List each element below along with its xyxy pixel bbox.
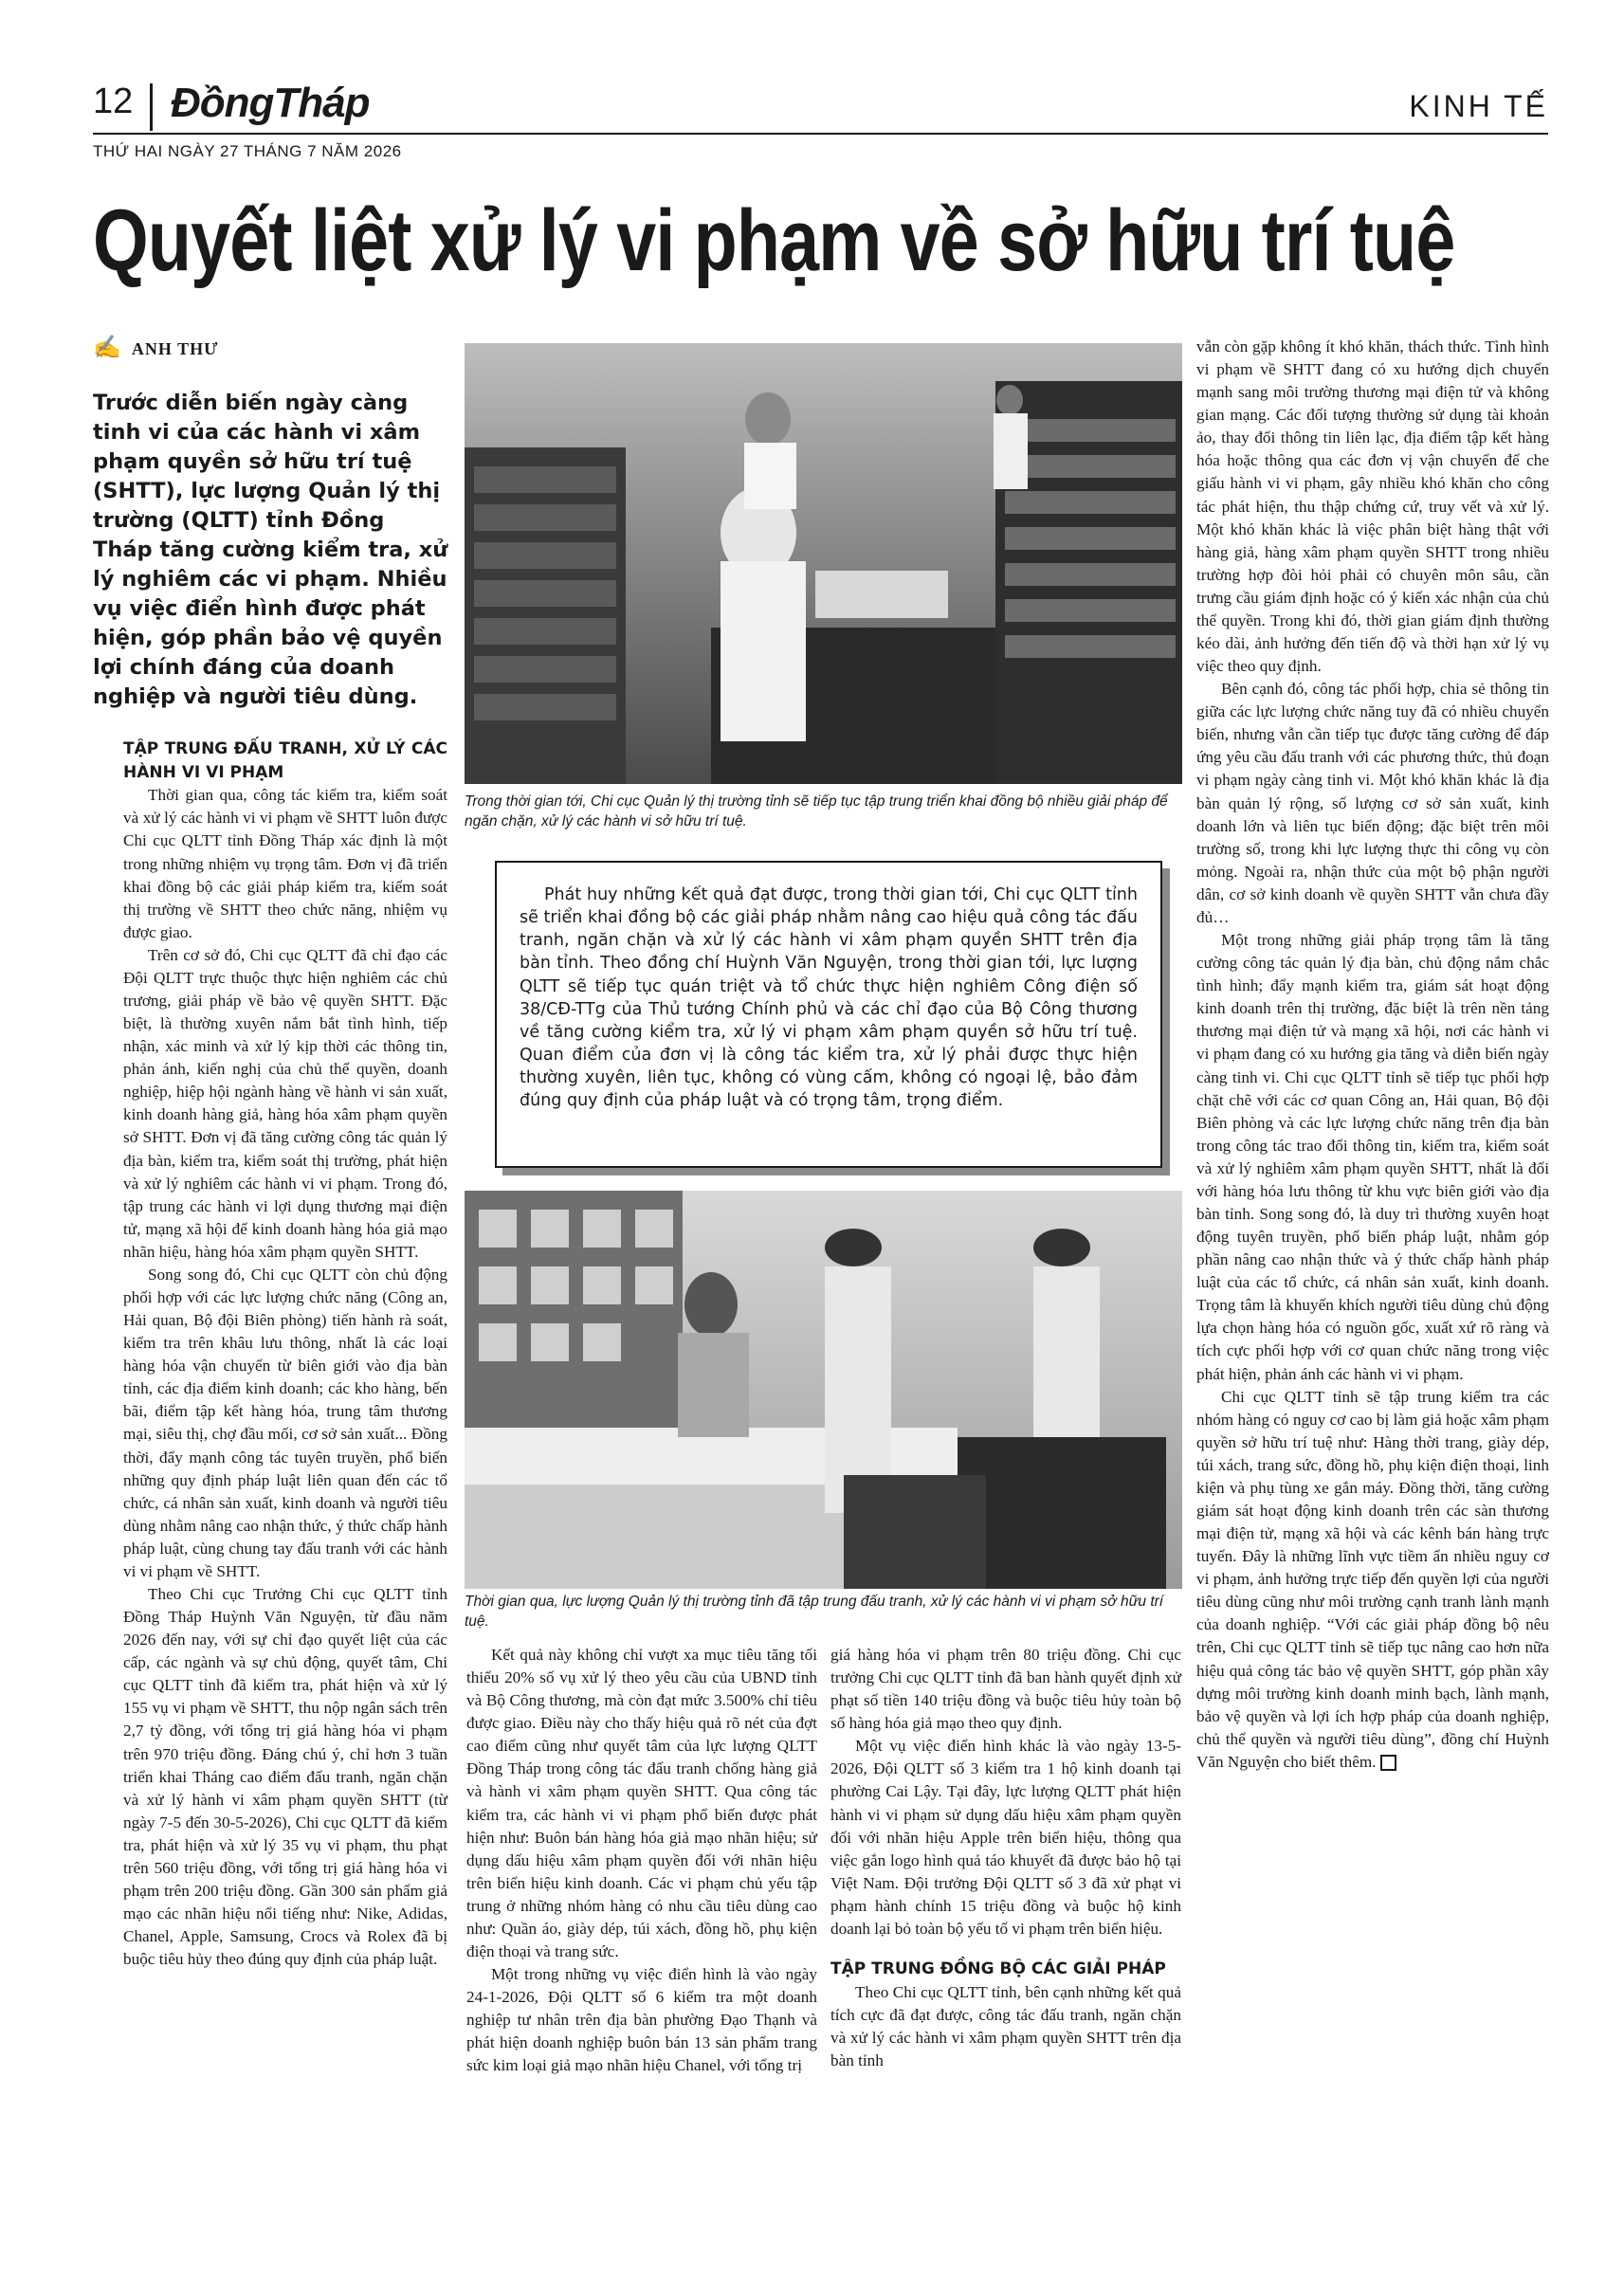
article-title: Quyết liệt xử lý vi phạm về sở hữu trí tuệ — [93, 192, 1455, 289]
dateline: THỨ HAI NGÀY 27 THÁNG 7 NĂM 2026 — [93, 142, 402, 160]
paragraph: Thời gian qua, công tác kiểm tra, kiểm soát và xử lý các hành vi vi phạm về SHTT luôn được Chi cục QLTT tỉnh Đồng Tháp xác định là một trong những nhiệm vụ trọng tâm. Đơn vị đã triển khai đồng bộ các giải pháp kiểm tra, kiểm soát thị trường về SHTT theo chức năng, nhiệm vụ được giao. — [123, 786, 447, 941]
paragraph: Trên cơ sở đó, Chi cục QLTT đã chỉ đạo các Đội QLTT trực thuộc thực hiện nghiêm các chủ trương, giải pháp về bảo vệ quyền SHTT. Đặc biệt, là thường xuyên nắm bắt tình hình, tiếp nhận, xác minh và xử lý kịp thời các thông tin, phản ánh, kiến nghị của chủ thể quyền, doanh nghiệp, hiệp hội ngành hàng về hành vi sản xuất, kinh doanh hàng giả, hàng hóa xâm phạm quyền sở SHTT. Đơn vị đã tăng cường công tác quản lý địa bàn, kiểm tra, kiểm soát thị trường, phát hiện và xử lý nghiêm các hành vi vi phạm. Trong đó, tập trung các hành vi lợi dụng thương mại điện tử, mạng xã hội để kinh doanh hàng hóa giả mạo nhãn hiệu, hàng hóa xâm phạm quyền SHTT. — [123, 945, 447, 1261]
paragraph: Bên cạnh đó, công tác phối hợp, chia sẻ thông tin giữa các lực lượng chức năng tuy đã có nhiều chuyển biến, nhưng vẫn cần tiếp tục được tăng cường để đáp ứng yêu cầu đấu tranh với các phương thức, thủ đoạn vi phạm ngày càng tinh vi. Một khó khăn khác là địa bàn quản lý rộng, số lượng cơ sở sản xuất, kinh doanh lớn và liên tục biến động; đặc biệt trên môi trường số, trong khi lực lượng thực thi công vụ còn mỏng. Ngoài ra, nhận thức của một bộ phận người dân, cơ sở kinh doanh về quyền SHTT vẫn chưa đầy đủ… — [1196, 680, 1549, 926]
paragraph: Theo Chi cục QLTT tỉnh, bên cạnh những kết quả tích cực đã đạt được, công tác đấu tranh, ngăn chặn và xử lý các hành vi xâm phạm quyền SHTT trên địa bàn tỉnh — [830, 1982, 1181, 2069]
paragraph: Một vụ việc điển hình khác là vào ngày 13-5-2026, Đội QLTT số 3 kiểm tra 1 hộ kinh doanh tại phường Cai Lậy. Tại đây, lực lượng QLTT phát hiện hành vi vi phạm sử dụng dấu hiệu xâm phạm quyền đối với nhãn hiệu Apple trên biển hiệu, thông qua việc gắn logo hình quả táo khuyết đã được bảo hộ tại Việt Nam. Đội trưởng Đội QLTT số 3 đã xử phạt vi phạm hành chính 15 triệu đồng và buộc hộ kinh doanh lại bỏ toàn bộ yếu tố vi phạm trên biển hiệu. — [830, 1737, 1181, 1938]
subhead-2: TẬP TRUNG ĐỒNG BỘ CÁC GIẢI PHÁP — [830, 1959, 1166, 1979]
paragraph: Một trong những giải pháp trọng tâm là tăng cường công tác quản lý địa bàn, chủ động nắm chắc tình hình; đẩy mạnh kiểm tra, giám sát hoạt động kinh doanh trên thị trường, đặc biệt là trên nền tảng thương mại điện tử và mạng xã hội, nơi các hành vi vi phạm đang có xu hướng gia tăng và diễn biến ngày càng tinh vi. Chi cục QLTT tỉnh sẽ tiếp tục phối hợp chặt chẽ với các cơ quan Công an, Hải quan, Bộ đội Biên phòng và các lực lượng chức năng trên địa bàn trong công tác trao đổi thông tin, kiểm tra, kiểm soát và xử lý nghiêm xâm phạm quyền SHTT, nhất là đối với hàng hóa lưu thông từ khu vực biên giới vào địa bàn tỉnh. Song song đó, là duy trì thường xuyên hoạt động tuyên truyền, phổ biến pháp luật, nhằm góp phần nâng cao nhận thức và ý thức chấp hành pháp luật của các tổ chức, cá nhân sản xuất, kinh doanh. Trọng tâm là khuyến khích người tiêu dùng chủ động lựa chọn hàng hóa có nguồn gốc, xuất xứ rõ ràng và tích cực phối hợp với cơ quan chức năng trong việc phát hiện, phản ánh các hành vi vi phạm. — [1196, 931, 1549, 1383]
masthead-divider — [150, 83, 153, 131]
column-3 — [830, 1644, 1181, 2072]
pen-icon: ✍ — [93, 336, 122, 360]
column-1 — [123, 738, 447, 1971]
paragraph: Song song đó, Chi cục QLTT còn chủ động phối hợp với các lực lượng chức năng (Công an, Hải quan, Bộ đội Biên phòng) tiến hành rà soát, kiểm tra trên khâu lưu thông, nhất là các loại hàng hóa vận chuyển từ biên giới vào địa bàn tỉnh, các địa điểm kinh doanh; các kho hàng, bến bãi, điểm tập kết hàng hóa, trung tâm thương mại, siêu thị, chợ đầu mối, cơ sở sản xuất... Đồng thời, đẩy mạnh công tác tuyên truyền, phổ biến những quy định pháp luật liên quan đến các tổ chức, cá nhân sản xuất, kinh doanh và người tiêu dùng nhằm nâng cao nhận thức, ý thức chấp hành pháp luật, cùng chung tay đấu tranh với các hành vi vi phạm về SHTT. — [123, 1265, 447, 1580]
pull-quote-box — [495, 861, 1162, 1168]
header-rule — [93, 133, 1548, 135]
article-lead: Trước diễn biến ngày càng tinh vi của các hành vi xâm phạm quyền sở hữu trí tuệ (SHTT), lực lượng Quản lý thị trường (QLTT) tỉnh Đồng Tháp tăng cường kiểm tra, xử lý nghiêm các vi phạm. Nhiều vụ việc điển hình được phát hiện, góp phần bảo vệ quyền lợi chính đáng của doanh nghiệp và người tiêu dùng. — [93, 391, 448, 710]
photo-2-caption: Thời gian qua, lực lượng Quản lý thị trường tỉnh đã tập trung đấu tranh, xử lý các hành vi vi phạm sở hữu trí tuệ. — [465, 1594, 1164, 1630]
photo-1-graphic — [465, 343, 1182, 784]
paragraph: Theo Chi cục Trưởng Chi cục QLTT tỉnh Đồng Tháp Huỳnh Văn Nguyện, từ đầu năm 2026 đến nay, với sự chỉ đạo quyết liệt của các cấp, các ngành và sự chủ động, quyết tâm, Chi cục QLTT tỉnh đã kiểm tra, phát hiện và xử lý 155 vụ vi phạm về SHTT, thu nộp ngân sách trên 2,7 tỷ đồng, với tổng trị giá hàng hóa vi phạm trên 970 triệu đồng. Đáng chú ý, chỉ hơn 3 tuần triển khai Tháng cao điểm đấu tranh, ngăn chặn và xử lý hành vi xâm phạm quyền SHTT (từ ngày 7-5 đến 30-5-2026), Chi cục QLTT đã kiểm tra, phát hiện và xử lý 35 vụ vi phạm, thu phạt trên 560 triệu đồng, với tổng trị giá hàng hóa vi phạm trên 200 triệu đồng. Gần 300 sản phẩm giả mạo các nhãn hiệu nổi tiếng như: Nike, Adidas, Chanel, Apple, Samsung, Crocs và Rolex đã bị buộc tiêu hủy theo đúng quy định của pháp luật. — [123, 1585, 447, 1969]
photo-1-caption: Trong thời gian tới, Chi cục Quản lý thị trường tỉnh sẽ tiếp tục tập trung triển khai đồng bộ nhiều giải pháp để ngăn chặn, xử lý các hành vi sở hữu trí tuệ. — [465, 793, 1168, 829]
section-label: KINH TẾ — [1409, 89, 1548, 123]
subhead-1: TẬP TRUNG ĐẤU TRANH, XỬ LÝ CÁC HÀNH VI VI PHẠM — [123, 739, 447, 782]
paragraph: giá hàng hóa vi phạm trên 80 triệu đồng. Chi cục trưởng Chi cục QLTT tỉnh đã ban hành quyết định xử phạt số tiền 140 triệu đồng và buộc tiêu hủy toàn bộ số hàng hóa giả mạo theo quy định. — [830, 1646, 1181, 1733]
paragraph: Kết quả này không chỉ vượt xa mục tiêu tăng tối thiểu 20% số vụ xử lý theo yêu cầu của UBND tỉnh và Bộ Công thương, mà còn đạt mức 3.500% chỉ tiêu được giao. Điều này cho thấy hiệu quả rõ nét của đợt cao điểm cũng như quyết tâm của lực lượng QLTT Đồng Tháp trong công tác đấu tranh chống hàng giả và hành vi xâm phạm quyền SHTT. Qua công tác kiểm tra, các hành vi vi phạm phổ biến được phát hiện như: Buôn bán hàng hóa giả mạo nhãn hiệu; sử dụng dấu hiệu xâm phạm quyền đối với nhãn hiệu trên biển hiệu kinh doanh. Các vi phạm chủ yếu tập trung ở những nhóm hàng có nhu cầu tiêu dùng cao như: Quần áo, giày dép, túi xách, đồng hồ, phụ kiện điện thoại và trang sức. — [466, 1646, 817, 1961]
newspaper-logo[interactable]: ĐồngTháp — [171, 80, 370, 126]
byline — [93, 334, 218, 361]
paragraph: vẫn còn gặp không ít khó khăn, thách thức. Tình hình vi phạm về SHTT đang có xu hướng dịch chuyển mạnh sang môi trường thương mại điện tử và không gian mạng. Các đối tượng thường sử dụng tài khoản ảo, thay đổi thông tin liên lạc, địa điểm tập kết hàng hóa hoặc thông qua các đơn vị vận chuyển để che giấu hành vi vi phạm, gây nhiều khó khăn cho công tác phát hiện, thu thập chứng cứ, truy vết và xử lý. Một khó khăn khác là việc phân biệt hàng thật với hàng giả, hàng xâm phạm quyền SHTT trong nhiều trường hợp đòi hỏi phải có chuyên môn sâu, cần trưng cầu giám định hoặc có ý kiến xác nhận của chủ thể quyền. Trong khi đó, thời gian giám định thường kéo dài, ảnh hưởng đến tiến độ và thời hạn xử lý vụ việc theo quy định. — [1196, 337, 1549, 676]
paragraph-text: Chi cục QLTT tỉnh sẽ tập trung kiểm tra các nhóm hàng có nguy cơ cao bị làm giả hoặc xâm phạm quyền sở hữu trí tuệ như: Hàng thời trang, giày dép, túi xách, trang sức, đồng hồ, phụ kiện điện thoại, linh kiện và phụ tùng xe gắn máy. Đồng thời, tăng cường giám sát hoạt động kinh doanh trên các sàn thương mại điện tử, mạng xã hội và các kênh bán hàng trực tuyến. Đây là những lĩnh vực tiềm ẩn nhiều nguy cơ vi phạm, ảnh hưởng trực tiếp đến quyền lợi của người tiêu dùng cũng như môi trường cạnh tranh lành mạnh của doanh nghiệp. “Với các giải pháp đồng bộ nêu trên, Chi cục QLTT tỉnh sẽ tiếp tục nâng cao hơn nữa hiệu quả công tác bảo vệ quyền SHTT, góp phần xây dựng môi trường kinh doanh minh bạch, lành mạnh, bảo vệ quyền và lợi ích hợp pháp của doanh nghiệp, chủ thể quyền và người tiêu dùng”, đồng chí Huỳnh Văn Nguyện cho biết thêm. — [1196, 1387, 1549, 1771]
author-name: ANH THƯ — [131, 339, 219, 358]
pull-quote-text: Phát huy những kết quả đạt được, trong thời gian tới, Chi cục QLTT tỉnh sẽ triển khai đồng bộ các giải pháp nhằm nâng cao hiệu quả công tác đấu tranh, ngăn chặn và xử lý các hành vi xâm phạm quyền SHTT trên địa bàn tỉnh. Theo đồng chí Huỳnh Văn Nguyện, trong thời gian tới, lực lượng QLTT sẽ tiếp tục quán triệt và tổ chức thực hiện nghiêm Công điện số 38/CĐ-TTg của Thủ tướng Chính phủ và các chỉ đạo của Bộ Công thương về tăng cường kiểm tra, xử lý vi phạm xâm phạm quyền sở hữu trí tuệ. Quan điểm của đơn vị là công tác kiểm tra, xử lý phải được thực hiện thường xuyên, liên tục, không có vùng cấm, không có ngoại lệ, bảo đảm đúng quy định của pháp luật và có trọng tâm, trọng điểm. — [520, 885, 1138, 1111]
column-4 — [1196, 336, 1549, 1774]
end-square-icon — [1380, 1755, 1396, 1771]
photo-shop-inspection — [465, 1191, 1182, 1589]
photo-warehouse-inspection — [465, 343, 1182, 784]
paragraph: Một trong những vụ việc điển hình là vào ngày 24-1-2026, Đội QLTT số 6 kiểm tra một doanh nghiệp tư nhân trên địa bàn phường Đạo Thạnh và phát hiện doanh nghiệp buôn bán 13 sản phẩm trang sức kim loại giả mạo nhãn hiệu Chanel, với tổng trị — [466, 1965, 817, 2075]
page-number: 12 — [93, 82, 134, 121]
photo-2-graphic — [465, 1191, 1182, 1589]
column-2 — [466, 1644, 817, 2077]
paragraph-final — [1196, 1386, 1549, 1774]
